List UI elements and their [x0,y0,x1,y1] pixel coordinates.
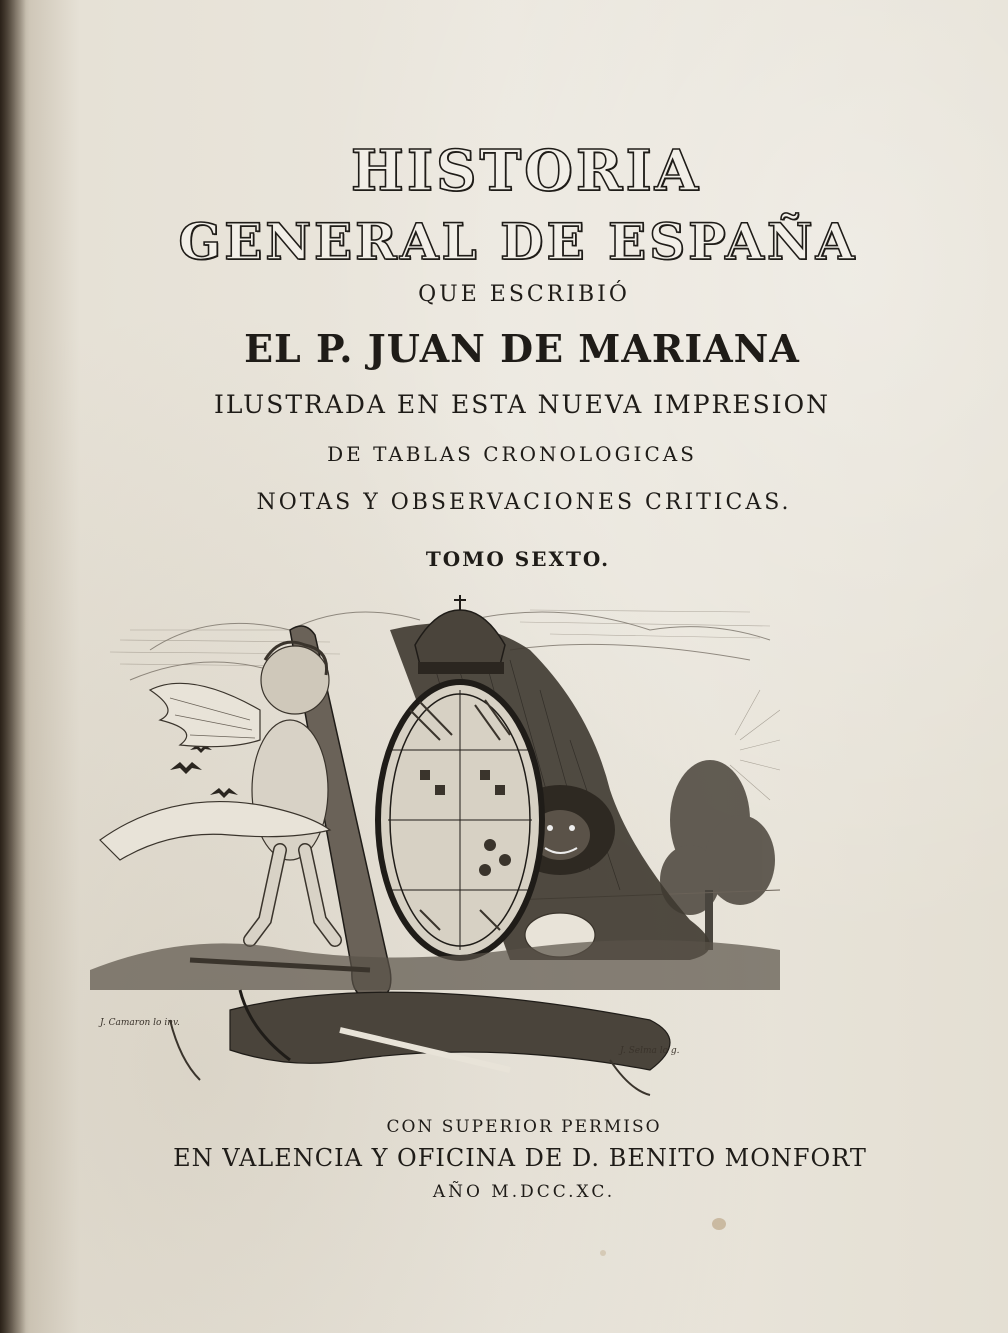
imprint-year: AÑO M.DCC.XC. [432,1182,616,1202]
tables-line: DE TABLAS CRONOLOGICAS [327,442,697,466]
notes-line: NOTAS Y OBSERVACIONES CRITICAS. [256,490,792,515]
engraving-signature-right: J. Selma lo g. [620,1046,680,1056]
foxing-stain [600,1250,606,1256]
title-general-de-espana: GENERAL DE ESPAÑA [178,212,858,271]
bats [170,745,238,798]
title-historia: HISTORIA [350,138,702,204]
imprint-printer: EN VALENCIA Y OFICINA DE D. BENITO MONFORT [173,1144,867,1172]
crown [415,595,505,674]
edition-line: ILUSTRADA EN ESTA NUEVA IMPRESION [214,390,830,419]
volume-line: TOMO SEXTO. [425,547,611,571]
engraving-signature-left: J. Camaron lo inv. [100,1018,180,1028]
subtitle-que-escribio: QUE ESCRIBIÓ [418,282,630,307]
coat-of-arms-shield [378,682,542,958]
foxing-stain [712,1218,726,1230]
imprint-permission: CON SUPERIOR PERMISO [386,1117,662,1137]
author-line: EL P. JUAN DE MARIANA [244,326,800,371]
cherub-coat-of-arms-engraving [90,590,780,1100]
